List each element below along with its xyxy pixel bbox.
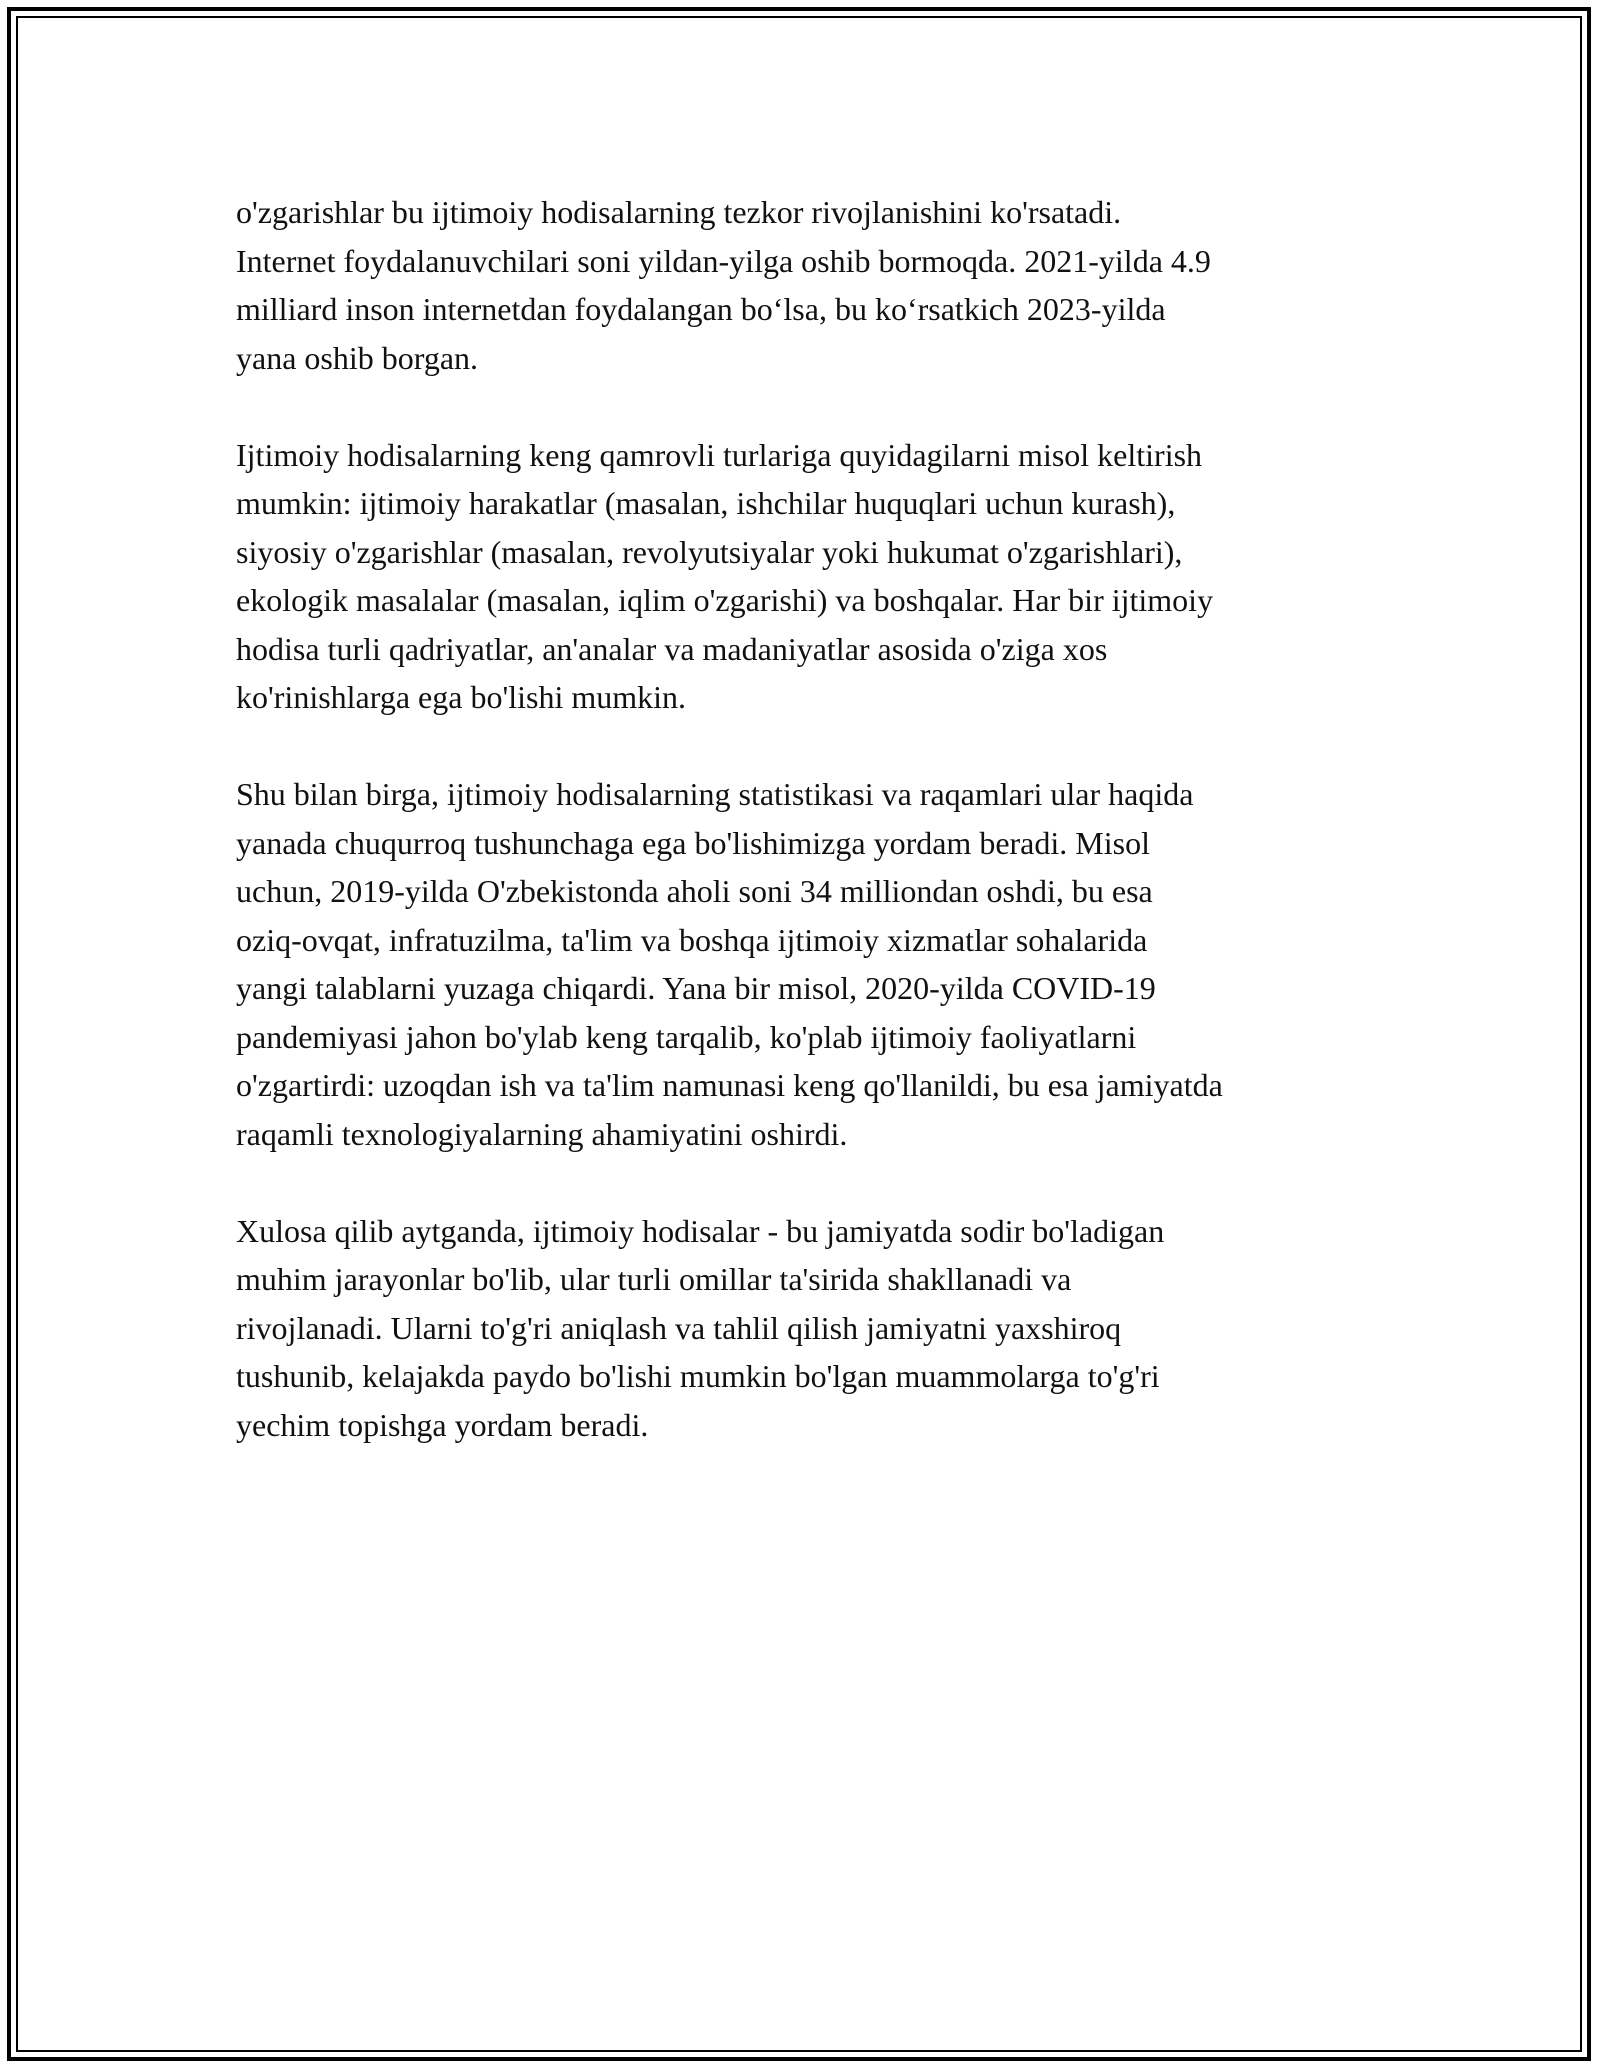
paragraph-statistics: Shu bilan birga, ijtimoiy hodisalarning statistikasi va raqamlari ular haqida yanada chuqurroq tushunchaga ega bo'lishimizga yordam beradi. Misol uchun, 2019-yilda O'zbekistonda aholi soni 34 milliondan oshdi, bu esa oziq-ovqat, infratuzilma, ta'lim va boshqa ijtimoiy xizmatlar sohalarida yangi talablarni yuzaga chiqardi. Yana bir misol, 2020-yilda COVID-19 pandemiyasi jahon bo'ylab keng tarqalib, ko'plab ijtimoiy faoliyatlarni o'zgartirdi: uzoqdan ish va ta'lim namunasi keng qo'llanildi, bu esa jamiyatda raqamli texnologiyalarning ahamiyatini oshirdi. xyxy=(236,776,1223,1152)
paragraph-internet-users: o'zgarishlar bu ijtimoiy hodisalarning tezkor rivojlanishini ko'rsatadi. Internet foydalanuvchilari soni yildan-yilga oshib bormoqda. 2021-yilda 4.9 milliard inson internetdan foydalangan boʻlsa, bu koʻrsatkich 2023-yilda yana oshib borgan. xyxy=(236,194,1211,376)
document-body xyxy=(236,188,1376,1498)
paragraph-social-phenomena-types: Ijtimoiy hodisalarning keng qamrovli turlariga quyidagilarni misol keltirish mumkin: ijtimoiy harakatlar (masalan, ishchilar huquqlari uchun kurash), siyosiy o'zgarishlar (masalan, revolyutsiyalar yoki hukumat o'zgarishlari), ekologik masalalar (masalan, iqlim o'zgarishi) va boshqalar. Har bir ijtimoiy hodisa turli qadriyatlar, an'analar va madaniyatlar asosida o'ziga xos ko'rinishlarga ega bo'lishi mumkin. xyxy=(236,436,1214,715)
paragraph-conclusion: Xulosa qilib aytganda, ijtimoiy hodisalar - bu jamiyatda sodir bo'ladigan muhim jarayonlar bo'lib, ular turli omillar ta'sirida shakllanadi va rivojlanadi. Ularni to'g'ri aniqlash va tahlil qilish jamiyatni yaxshiroq tushunib, kelajakda paydo bo'lishi mumkin bo'lgan muammolarga to'g'ri yechim topishga yordam beradi. xyxy=(236,1212,1165,1443)
